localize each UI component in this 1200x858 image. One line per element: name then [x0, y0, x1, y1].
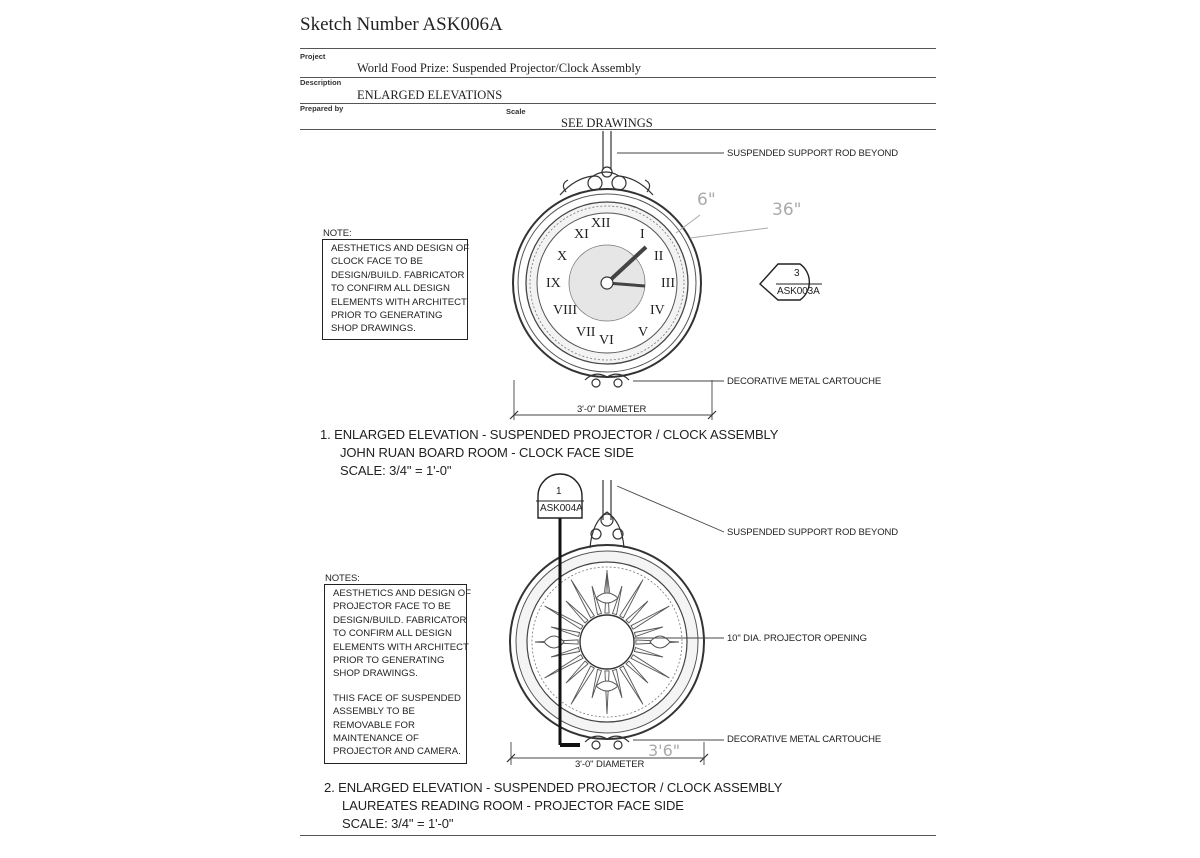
section-tag-3-sheet: ASK003A [777, 286, 820, 297]
note-1-line: DESIGN/BUILD. FABRICATOR [331, 269, 465, 281]
note-title-2: NOTES: [325, 573, 360, 584]
note-2-line: SHOP DRAWINGS. [333, 668, 418, 680]
note-2-line: AESTHETICS AND DESIGN OF [333, 588, 472, 599]
note-1-line: ELEMENTS WITH ARCHITECT [331, 296, 467, 308]
section-tag-1-number: 1 [556, 486, 562, 497]
scale-value: SEE DRAWINGS [561, 116, 653, 130]
section-tag-3-number: 3 [794, 268, 800, 279]
clock-numeral-6: VI [599, 333, 614, 348]
caption-1-room: JOHN RUAN BOARD ROOM - CLOCK FACE SIDE [340, 445, 634, 460]
cartouche-callout-1: DECORATIVE METAL CARTOUCHE [727, 376, 882, 387]
section-tag-1-sheet: ASK004A [540, 503, 583, 514]
clock-numeral-10: X [557, 249, 568, 264]
clock-numeral-7: VII [576, 325, 596, 340]
note-2b-line: THIS FACE OF SUSPENDED [333, 692, 461, 704]
clock-numeral-4: IV [650, 303, 665, 318]
note-1-line: SHOP DRAWINGS. [331, 323, 416, 335]
projector-opening-callout: 10" DIA. PROJECTOR OPENING [727, 633, 867, 644]
caption-2-scale: SCALE: 3/4" = 1'-0" [342, 816, 454, 831]
note-2b-line: REMOVABLE FOR [333, 719, 415, 731]
support-rod-callout-2: SUSPENDED SUPPORT ROD BEYOND [727, 527, 899, 538]
note-2b-line: ASSEMBLY TO BE [333, 706, 415, 718]
clock-numeral-1: I [640, 227, 645, 242]
caption-1-scale: SCALE: 3/4" = 1'-0" [340, 463, 452, 478]
note-2-line: ELEMENTS WITH ARCHITECT [333, 641, 469, 653]
sketch-number-value: ASK006A [422, 14, 503, 35]
bottom-rule [300, 835, 936, 836]
support-rod-callout-1: SUSPENDED SUPPORT ROD BEYOND [727, 148, 899, 159]
clock-numeral-2: II [654, 249, 664, 264]
description-value: ENLARGED ELEVATIONS [357, 88, 503, 102]
note-2b-line: PROJECTOR AND CAMERA. [333, 746, 461, 758]
description-label: Description [300, 78, 342, 87]
prepared-by-label: Prepared by [300, 104, 344, 113]
clock-numeral-5: V [638, 325, 649, 340]
note-2b-line: MAINTENANCE OF [333, 733, 419, 745]
clock-numeral-11: XI [574, 227, 589, 242]
clock-numeral-8: VIII [553, 303, 578, 318]
scale-label: Scale [506, 107, 526, 116]
caption-2-room: LAUREATES READING ROOM - PROJECTOR FACE SIDE [342, 798, 684, 813]
note-1-line: TO CONFIRM ALL DESIGN [331, 283, 450, 295]
cartouche-callout-2: DECORATIVE METAL CARTOUCHE [727, 734, 882, 745]
caption-2-title: 2. ENLARGED ELEVATION - SUSPENDED PROJECTOR / CLOCK ASSEMBLY [324, 780, 783, 795]
clock-numeral-9: IX [546, 276, 561, 291]
clock-numeral-3: III [661, 276, 675, 291]
pencil-note-6in: 6" [697, 190, 716, 210]
note-title-1: NOTE: [323, 228, 352, 239]
note-2-line: PROJECTOR FACE TO BE [333, 601, 451, 613]
clock-numeral-12: XII [591, 216, 611, 231]
project-label: Project [300, 52, 326, 61]
pencil-note-36in: 36" [772, 200, 802, 220]
diameter-label-2: 3'-0" DIAMETER [575, 759, 645, 770]
note-1-line: PRIOR TO GENERATING [331, 310, 443, 322]
note-2-line: PRIOR TO GENERATING [333, 655, 445, 667]
sketch-number-label: Sketch Number [300, 14, 419, 35]
pencil-note-3ft6in: 3'6" [648, 741, 681, 760]
caption-1-title: 1. ENLARGED ELEVATION - SUSPENDED PROJECTOR / CLOCK ASSEMBLY [320, 427, 779, 442]
note-2-line: DESIGN/BUILD. FABRICATOR [333, 614, 467, 626]
note-box-2 [324, 584, 472, 764]
note-2-line: TO CONFIRM ALL DESIGN [333, 628, 452, 640]
note-1-line: CLOCK FACE TO BE [331, 256, 423, 268]
note-1-line: AESTHETICS AND DESIGN OF [331, 243, 470, 254]
project-value: World Food Prize: Suspended Projector/Clock Assembly [357, 61, 642, 75]
diameter-label-1: 3'-0" DIAMETER [577, 404, 647, 415]
